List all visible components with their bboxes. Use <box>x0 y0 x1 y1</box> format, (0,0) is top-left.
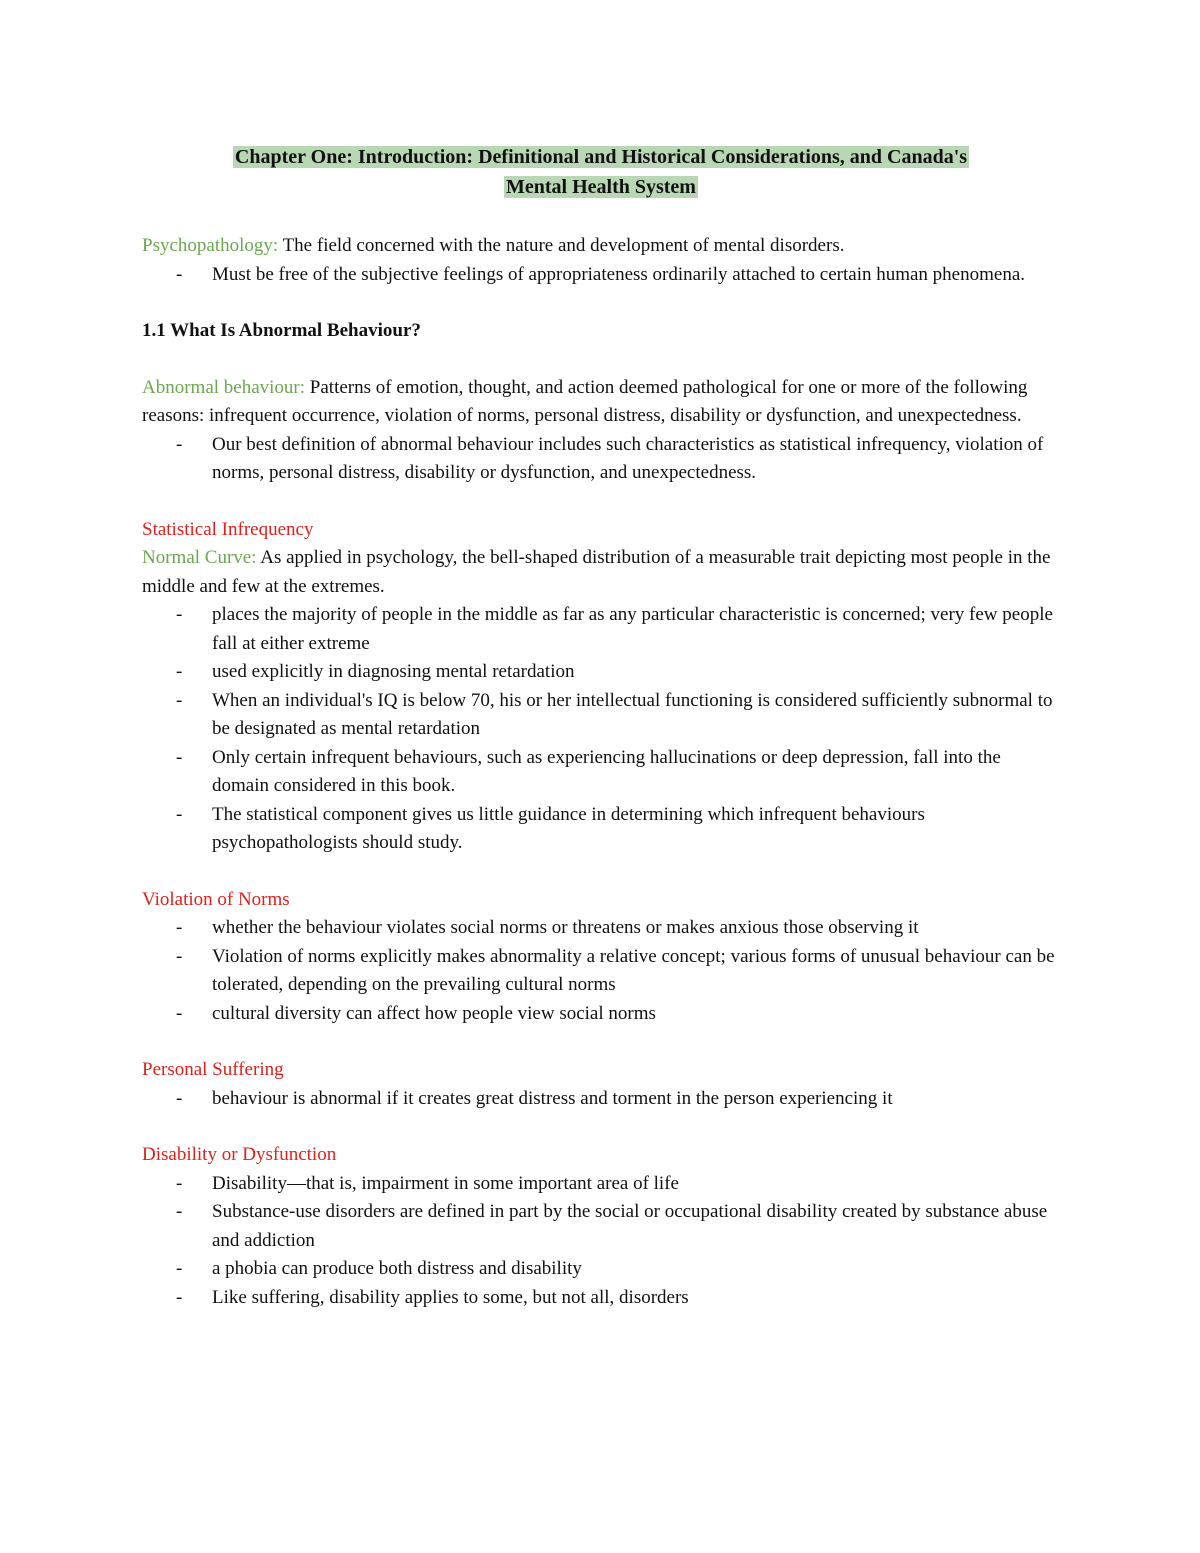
list-item: - used explicitly in diagnosing mental retardation <box>142 658 1060 687</box>
heading-violation-of-norms: Violation of Norms <box>142 888 290 910</box>
personal-suffering-bullets <box>142 1085 1060 1114</box>
list-item: - Disability—that is, impairment in some important area of life <box>142 1170 1060 1199</box>
dash-marker: - <box>176 433 183 455</box>
abnormal-behaviour-definition <box>142 374 1060 431</box>
psychopathology-bullets <box>142 261 1060 290</box>
list-item: - Our best definition of abnormal behaviour includes such characteristics as statistical infrequency, violation of norms, personal distress, disability or dysfunction, and unexpectedness. <box>142 431 1060 488</box>
disability-bullets <box>142 1170 1060 1313</box>
heading-statistical-infrequency: Statistical Infrequency <box>142 518 314 540</box>
list-item: - Like suffering, disability applies to some, but not all, disorders <box>142 1284 1060 1313</box>
title-line-2: Mental Health System <box>506 176 696 198</box>
dash-marker: - <box>176 803 183 825</box>
dash-marker: - <box>176 689 183 711</box>
violation-of-norms-bullets <box>142 914 1060 1028</box>
dash-marker: - <box>176 1087 183 1109</box>
dash-marker: - <box>176 1172 183 1194</box>
list-item: - Only certain infrequent behaviours, such as experiencing hallucinations or deep depression, fall into the domain considered in this book. <box>142 744 1060 801</box>
dash-marker: - <box>176 1201 183 1222</box>
dash-marker: - <box>176 1002 183 1024</box>
dash-marker: - <box>176 263 183 285</box>
heading-disability-or-dysfunction: Disability or Dysfunction <box>142 1144 337 1165</box>
list-item: - behaviour is abnormal if it creates great distress and torment in the person experiencing it <box>142 1085 1060 1114</box>
term-normal-curve: Normal Curve: <box>142 547 257 568</box>
abnormal-behaviour-bullets <box>142 431 1060 488</box>
heading-personal-suffering: Personal Suffering <box>142 1059 284 1080</box>
dash-marker: - <box>176 746 183 768</box>
statistical-infrequency-bullets <box>142 601 1060 858</box>
psychopathology-definition <box>142 232 1060 261</box>
page-title <box>142 142 1060 202</box>
psychopathology-text: The field concerned with the nature and development of mental disorders. <box>278 235 845 256</box>
section-heading-1-1: 1.1 What Is Abnormal Behaviour? <box>142 320 421 341</box>
normal-curve-definition <box>142 544 1060 601</box>
dash-marker: - <box>176 917 183 938</box>
dash-marker: - <box>176 945 183 967</box>
dash-marker: - <box>176 661 183 682</box>
dash-marker: - <box>176 1258 183 1279</box>
term-psychopathology: Psychopathology: <box>142 235 279 256</box>
list-item: - When an individual's IQ is below 70, his or her intellectual functioning is considered sufficiently subnormal to be designated as mental retardation <box>142 687 1060 744</box>
normal-curve-text: As applied in psychology, the bell-shaped distribution of a measurable trait depicting most people in the middle and few at the extremes. <box>142 547 1051 597</box>
list-item: - Substance-use disorders are defined in part by the social or occupational disability created by substance abuse and addiction <box>142 1198 1060 1255</box>
list-item: - Must be free of the subjective feelings of appropriateness ordinarily attached to certain human phenomena. <box>142 261 1060 290</box>
list-item: - whether the behaviour violates social norms or threatens or makes anxious those observing it <box>142 914 1060 943</box>
list-item: - a phobia can produce both distress and disability <box>142 1255 1060 1284</box>
term-abnormal-behaviour: Abnormal behaviour: <box>142 376 306 398</box>
list-item: - places the majority of people in the middle as far as any particular characteristic is concerned; very few people fall at either extreme <box>142 601 1060 658</box>
list-item: - The statistical component gives us little guidance in determining which infrequent behaviours psychopathologists should study. <box>142 801 1060 858</box>
dash-marker: - <box>176 604 183 625</box>
list-item: - Violation of norms explicitly makes abnormality a relative concept; various forms of unusual behaviour can be tolerated, depending on the prevailing cultural norms <box>142 943 1060 1000</box>
list-item: - cultural diversity can affect how people view social norms <box>142 1000 1060 1029</box>
abnormal-behaviour-text: Patterns of emotion, thought, and action deemed pathological for one or more of the following reasons: infrequent occurrence, violation of norms, personal distress, disability or dysfunction, and unexpectedness. <box>142 376 1028 426</box>
dash-marker: - <box>176 1286 183 1308</box>
title-line-1: Chapter One: Introduction: Definitional and Historical Considerations, and Canada's <box>234 146 968 168</box>
